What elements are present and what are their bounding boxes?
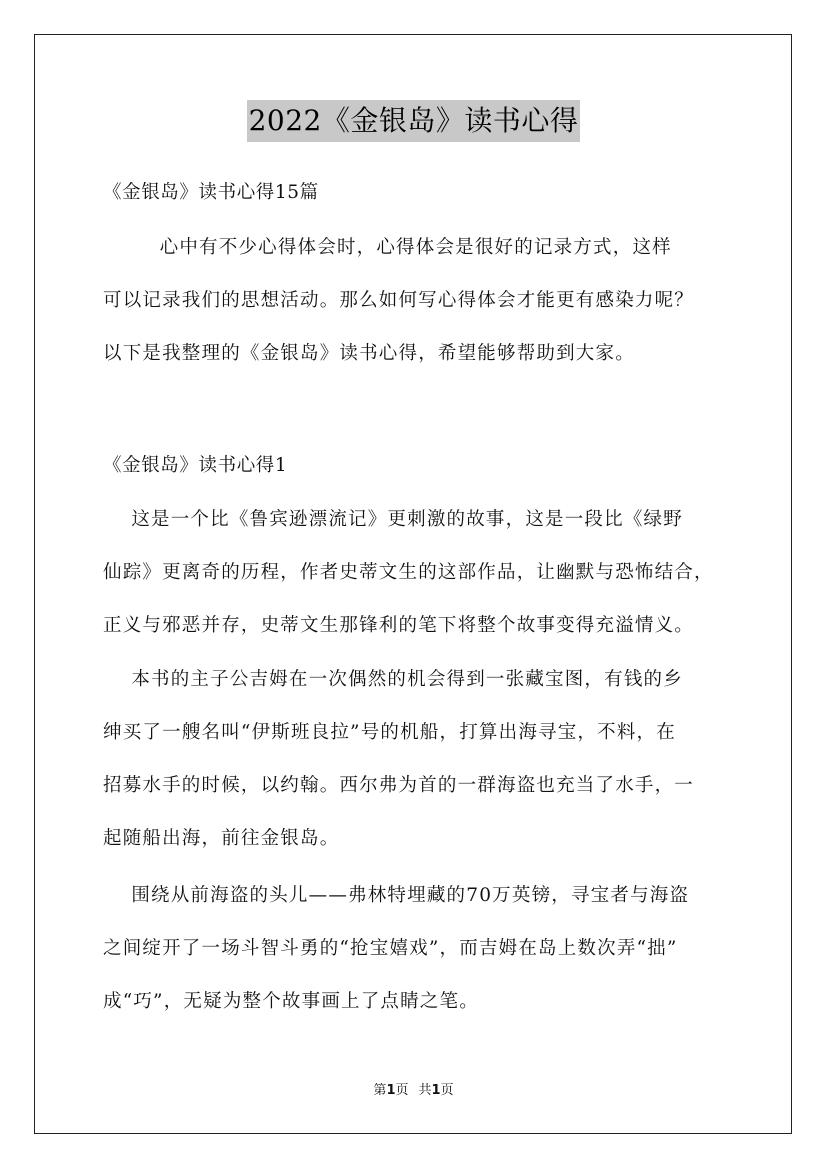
page-suffix: 页	[395, 1083, 409, 1098]
paragraph-3	[103, 869, 727, 1028]
paragraph-line: 成“巧”，无疑为整个故事画上了点睛之笔。	[103, 991, 479, 1012]
paragraph-line: 仙踪》更离奇的历程，作者史蒂文生的这部作品，让幽默与恐怖结合，	[103, 562, 714, 583]
page-prefix: 第	[373, 1083, 387, 1098]
document-subtitle: 《金银岛》读书心得15篇	[103, 182, 319, 203]
total-suffix: 页	[440, 1083, 454, 1098]
intro-line: 以下是我整理的《金银岛》读书心得，希望能够帮助到大家。	[103, 343, 635, 364]
title-wrapper	[0, 100, 827, 142]
paragraph-line: 围绕从前海盗的头儿——弗林特埋藏的70万英镑，寻宝者与海盗	[103, 885, 690, 906]
intro-line: 可以记录我们的思想活动。那么如何写心得体会才能更有感染力呢？	[103, 290, 695, 311]
section-heading: 《金银岛》读书心得1	[103, 455, 288, 476]
paragraph-line: 这是一个比《鲁宾逊漂流记》更刺激的故事，这是一段比《绿野	[103, 509, 683, 530]
paragraph-line: 起随船出海，前往金银岛。	[103, 828, 340, 849]
intro-line: 心中有不少心得体会时，心得体会是很好的记录方式，这样	[103, 237, 672, 258]
paragraph-1	[103, 493, 727, 652]
paragraph-line: 绅买了一艘名叫“伊斯班良拉”号的机船，打算出海寻宝，不料，在	[103, 722, 676, 743]
paragraph-line: 之间绽开了一场斗智斗勇的“抢宝嬉戏”，而吉姆在岛上数次弄“拙”	[103, 938, 678, 959]
paragraph-line: 本书的主子公吉姆在一次偶然的机会得到一张藏宝图，有钱的乡	[103, 669, 683, 690]
page-number	[373, 1083, 408, 1098]
page-current: 1	[386, 1083, 396, 1098]
paragraph-2	[103, 653, 727, 865]
paragraph-line: 正义与邪恶并存，史蒂文生那锋利的笔下将整个故事变得充溢情义。	[103, 615, 695, 636]
total-count: 1	[431, 1083, 441, 1098]
intro-paragraph	[103, 221, 727, 380]
document-title: 2022《金银岛》读书心得	[247, 100, 581, 142]
paragraph-line: 招募水手的时候，以约翰。西尔弗为首的一群海盗也充当了水手，一	[103, 775, 695, 796]
page-total	[419, 1083, 454, 1098]
page-footer	[0, 1082, 827, 1100]
total-prefix: 共	[418, 1083, 432, 1098]
